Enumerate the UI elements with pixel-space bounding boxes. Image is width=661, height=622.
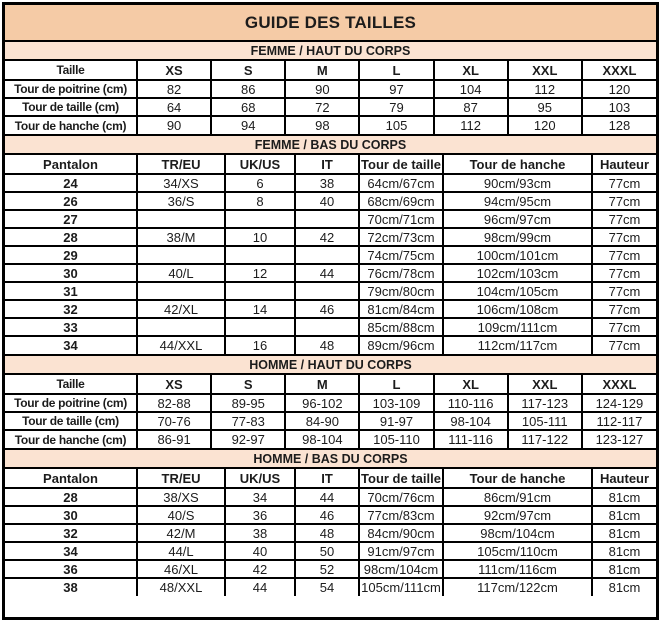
table-cell: 64 — [137, 98, 211, 116]
table-row — [5, 98, 656, 116]
table-cell: 77-83 — [211, 412, 285, 430]
column-header: Tour de hanche — [443, 469, 592, 488]
table-cell: 84-90 — [285, 412, 359, 430]
table-cell: 38/XS — [137, 488, 225, 506]
column-header: XXL — [508, 375, 582, 394]
table-row — [5, 524, 656, 542]
table-cell: 27 — [5, 210, 137, 228]
column-header: IT — [295, 469, 359, 488]
table-cell: 82 — [137, 80, 211, 98]
table-cell: 100cm/101cm — [443, 246, 592, 264]
table-cell: 128 — [608, 118, 631, 133]
table-cell: 89cm/96cm — [359, 336, 443, 354]
table-cell: Tour de hanche (cm) — [5, 430, 137, 448]
table-cell: 98cm/104cm — [359, 560, 443, 578]
column-header: Taille — [5, 375, 137, 394]
size-table — [5, 61, 656, 134]
table-cell: 86-91 — [137, 430, 211, 448]
table-cell: 10 — [225, 228, 295, 246]
table-cell: 36/S — [137, 192, 225, 210]
table-cell: 89-95 — [211, 394, 285, 412]
table-cell: 81cm/84cm — [359, 300, 443, 318]
table-cell: Tour de poitrine (cm) — [5, 394, 137, 412]
table-cell: 109cm/111cm — [443, 318, 592, 336]
table-row — [5, 394, 656, 412]
table-cell: 38/M — [137, 228, 225, 246]
table-cell: 70-76 — [137, 412, 211, 430]
table-cell — [137, 282, 225, 300]
table-cell: 105-110 — [359, 430, 433, 448]
table-cell: 81cm — [592, 542, 656, 560]
table-cell: 52 — [295, 560, 359, 578]
table-cell: 34 — [5, 542, 137, 560]
column-header: L — [359, 61, 433, 80]
table-cell: 96cm/97cm — [443, 210, 592, 228]
table-cell: 72 — [285, 98, 359, 116]
table-cell: 76cm/78cm — [359, 264, 443, 282]
table-cell: 6 — [225, 174, 295, 192]
table-cell: 81cm — [592, 524, 656, 542]
table-cell: 68 — [211, 98, 285, 116]
table-cell: 105-111 — [508, 412, 582, 430]
table-cell: 36 — [225, 506, 295, 524]
column-header-row — [5, 61, 656, 80]
table-cell: 81cm — [592, 560, 656, 578]
table-cell: 70cm/76cm — [359, 488, 443, 506]
table-row — [5, 412, 656, 430]
size-guide-sections — [5, 40, 656, 596]
table-cell: 94 — [211, 116, 285, 134]
table-cell: 124-129 — [582, 394, 656, 412]
table-cell: 94cm/95cm — [443, 192, 592, 210]
table-cell: 77cm — [592, 264, 656, 282]
table-cell: 70cm/71cm — [359, 210, 443, 228]
table-cell: 123-127 — [595, 432, 644, 447]
table-cell: 34 — [5, 336, 137, 354]
section-header: HOMME / HAUT DU CORPS — [5, 354, 656, 375]
table-cell: 30 — [5, 506, 137, 524]
table-cell: Tour de hanche (cm) — [5, 116, 137, 134]
table-cell: 46/XL — [137, 560, 225, 578]
table-row — [5, 560, 656, 578]
column-header-row — [5, 375, 656, 394]
table-cell: 98 — [285, 116, 359, 134]
table-cell: 40/L — [137, 264, 225, 282]
section-header: HOMME / BAS DU CORPS — [5, 448, 656, 469]
table-cell: 12 — [225, 264, 295, 282]
table-cell: 77cm — [592, 192, 656, 210]
column-header: Hauteur — [592, 469, 656, 488]
table-cell — [295, 318, 359, 336]
table-cell — [137, 210, 225, 228]
table-cell: 112cm/117cm — [443, 336, 592, 354]
column-header: TR/EU — [137, 469, 225, 488]
table-row — [5, 80, 656, 98]
table-cell: 72cm/73cm — [359, 228, 443, 246]
table-cell — [137, 246, 225, 264]
size-guide-sheet — [2, 2, 659, 620]
table-cell: 28 — [5, 488, 137, 506]
table-cell: 38 — [5, 578, 137, 596]
column-header: M — [285, 375, 359, 394]
column-header: Taille — [5, 61, 137, 80]
table-cell — [137, 318, 225, 336]
column-header: XS — [137, 375, 211, 394]
table-cell: 48/XXL — [137, 578, 225, 596]
table-cell: 81cm — [608, 580, 641, 595]
column-header: IT — [295, 155, 359, 174]
column-header: S — [211, 61, 285, 80]
table-row — [5, 246, 656, 264]
table-cell: 34 — [225, 488, 295, 506]
table-cell: 68cm/69cm — [359, 192, 443, 210]
table-cell: 77cm — [592, 174, 656, 192]
table-cell: 105 — [359, 116, 433, 134]
table-cell: 77cm — [592, 282, 656, 300]
table-cell: 38 — [295, 174, 359, 192]
table-cell: Tour de taille (cm) — [5, 98, 137, 116]
table-cell: 77cm — [592, 210, 656, 228]
table-cell: 110-116 — [434, 394, 508, 412]
table-cell: 95 — [508, 98, 582, 116]
table-row — [5, 336, 656, 354]
table-cell: 91cm/97cm — [359, 542, 443, 560]
table-cell: 77cm/83cm — [359, 506, 443, 524]
table-cell: 105cm/111cm — [359, 578, 443, 596]
table-cell: 97 — [359, 80, 433, 98]
table-row — [5, 430, 656, 448]
table-cell: Tour de poitrine (cm) — [5, 80, 137, 98]
table-cell: 85cm/88cm — [359, 318, 443, 336]
table-cell: 120 — [508, 116, 582, 134]
table-cell: 102cm/103cm — [443, 264, 592, 282]
table-cell: 117-122 — [508, 430, 582, 448]
size-table — [5, 375, 656, 448]
table-row — [5, 192, 656, 210]
table-cell: 103-109 — [359, 394, 433, 412]
column-header: Tour de hanche — [443, 155, 592, 174]
column-header: XS — [137, 61, 211, 80]
table-cell: 29 — [5, 246, 137, 264]
table-cell: 117-123 — [508, 394, 582, 412]
table-cell: 112 — [508, 80, 582, 98]
table-cell: 42 — [225, 560, 295, 578]
column-header: XXL — [508, 61, 582, 80]
table-cell: 40 — [295, 192, 359, 210]
table-cell: 31 — [5, 282, 137, 300]
table-cell: 111cm/116cm — [443, 560, 592, 578]
table-cell: 90 — [137, 116, 211, 134]
table-row — [5, 264, 656, 282]
page-title: GUIDE DES TAILLES — [5, 5, 656, 40]
column-header: UK/US — [225, 155, 295, 174]
table-cell: 34/XS — [137, 174, 225, 192]
table-cell: 82-88 — [137, 394, 211, 412]
table-cell — [225, 318, 295, 336]
table-cell: 77cm — [592, 318, 656, 336]
size-table — [5, 469, 656, 596]
table-cell: 105cm/110cm — [443, 542, 592, 560]
table-cell: 117cm/122cm — [443, 578, 592, 596]
table-cell: 77cm — [608, 338, 641, 353]
table-row — [5, 282, 656, 300]
table-row — [5, 542, 656, 560]
table-row — [5, 318, 656, 336]
table-cell: 92cm/97cm — [443, 506, 592, 524]
table-cell: 79 — [359, 98, 433, 116]
table-row — [5, 210, 656, 228]
table-row — [5, 578, 656, 596]
column-header: Pantalon — [5, 469, 137, 488]
table-cell: 98-104 — [285, 430, 359, 448]
table-row — [5, 506, 656, 524]
table-row — [5, 116, 656, 134]
table-cell: 44 — [295, 264, 359, 282]
column-header: M — [285, 61, 359, 80]
table-cell: 50 — [295, 542, 359, 560]
table-cell: 30 — [5, 264, 137, 282]
table-row — [5, 300, 656, 318]
table-cell: 24 — [5, 174, 137, 192]
column-header-row — [5, 155, 656, 174]
table-cell: 48 — [295, 336, 359, 354]
table-cell: 44 — [225, 578, 295, 596]
column-header: Pantalon — [5, 155, 137, 174]
table-cell: 46 — [295, 300, 359, 318]
table-cell: 40/S — [137, 506, 225, 524]
table-cell: 92-97 — [211, 430, 285, 448]
table-cell: 16 — [225, 336, 295, 354]
table-cell: 44/XXL — [137, 336, 225, 354]
table-cell: 44 — [295, 488, 359, 506]
table-cell: 103 — [582, 98, 656, 116]
table-cell: 42 — [295, 228, 359, 246]
table-cell: 42/XL — [137, 300, 225, 318]
table-cell: 91-97 — [359, 412, 433, 430]
table-cell: 44/L — [137, 542, 225, 560]
table-cell: 120 — [582, 80, 656, 98]
table-cell: 77cm — [592, 300, 656, 318]
column-header: S — [211, 375, 285, 394]
column-header: Tour de taille — [359, 155, 443, 174]
table-cell: 98-104 — [434, 412, 508, 430]
table-cell — [295, 246, 359, 264]
table-cell: 38 — [225, 524, 295, 542]
column-header: XXXL — [582, 61, 656, 80]
table-cell: 32 — [5, 524, 137, 542]
table-cell: 84cm/90cm — [359, 524, 443, 542]
table-cell: 86cm/91cm — [443, 488, 592, 506]
table-cell: 74cm/75cm — [359, 246, 443, 264]
table-cell: 32 — [5, 300, 137, 318]
table-cell: 90 — [285, 80, 359, 98]
column-header: XL — [434, 375, 508, 394]
table-cell: 33 — [5, 318, 137, 336]
table-cell: 96-102 — [285, 394, 359, 412]
table-cell: 46 — [295, 506, 359, 524]
table-cell: 28 — [5, 228, 137, 246]
table-cell: 42/M — [137, 524, 225, 542]
table-row — [5, 488, 656, 506]
table-cell: 48 — [295, 524, 359, 542]
table-cell: 98cm/99cm — [443, 228, 592, 246]
column-header: XXXL — [582, 375, 656, 394]
table-cell: 111-116 — [434, 430, 508, 448]
table-cell: 64cm/67cm — [359, 174, 443, 192]
table-row — [5, 174, 656, 192]
table-row — [5, 228, 656, 246]
column-header: L — [359, 375, 433, 394]
column-header: UK/US — [225, 469, 295, 488]
section-header: FEMME / HAUT DU CORPS — [5, 40, 656, 61]
table-cell: 14 — [225, 300, 295, 318]
table-cell: 112-117 — [582, 412, 656, 430]
table-cell: 87 — [434, 98, 508, 116]
table-cell — [225, 282, 295, 300]
table-cell: 36 — [5, 560, 137, 578]
table-cell: Tour de taille (cm) — [5, 412, 137, 430]
table-cell: 98cm/104cm — [443, 524, 592, 542]
table-cell: 26 — [5, 192, 137, 210]
table-cell: 104 — [434, 80, 508, 98]
table-cell: 77cm — [592, 228, 656, 246]
table-cell: 106cm/108cm — [443, 300, 592, 318]
table-cell: 81cm — [592, 488, 656, 506]
table-cell: 77cm — [592, 246, 656, 264]
table-cell — [225, 210, 295, 228]
table-cell: 8 — [225, 192, 295, 210]
column-header-row — [5, 469, 656, 488]
table-cell — [295, 282, 359, 300]
table-cell: 54 — [295, 578, 359, 596]
size-table — [5, 155, 656, 354]
column-header: XL — [434, 61, 508, 80]
table-cell: 104cm/105cm — [443, 282, 592, 300]
section-header: FEMME / BAS DU CORPS — [5, 134, 656, 155]
table-cell — [295, 210, 359, 228]
table-cell — [225, 246, 295, 264]
table-cell: 40 — [225, 542, 295, 560]
column-header: TR/EU — [137, 155, 225, 174]
column-header: Tour de taille — [359, 469, 443, 488]
table-cell: 90cm/93cm — [443, 174, 592, 192]
table-cell: 86 — [211, 80, 285, 98]
table-cell: 79cm/80cm — [359, 282, 443, 300]
table-cell: 112 — [434, 116, 508, 134]
table-cell: 81cm — [592, 506, 656, 524]
column-header: Hauteur — [592, 155, 656, 174]
